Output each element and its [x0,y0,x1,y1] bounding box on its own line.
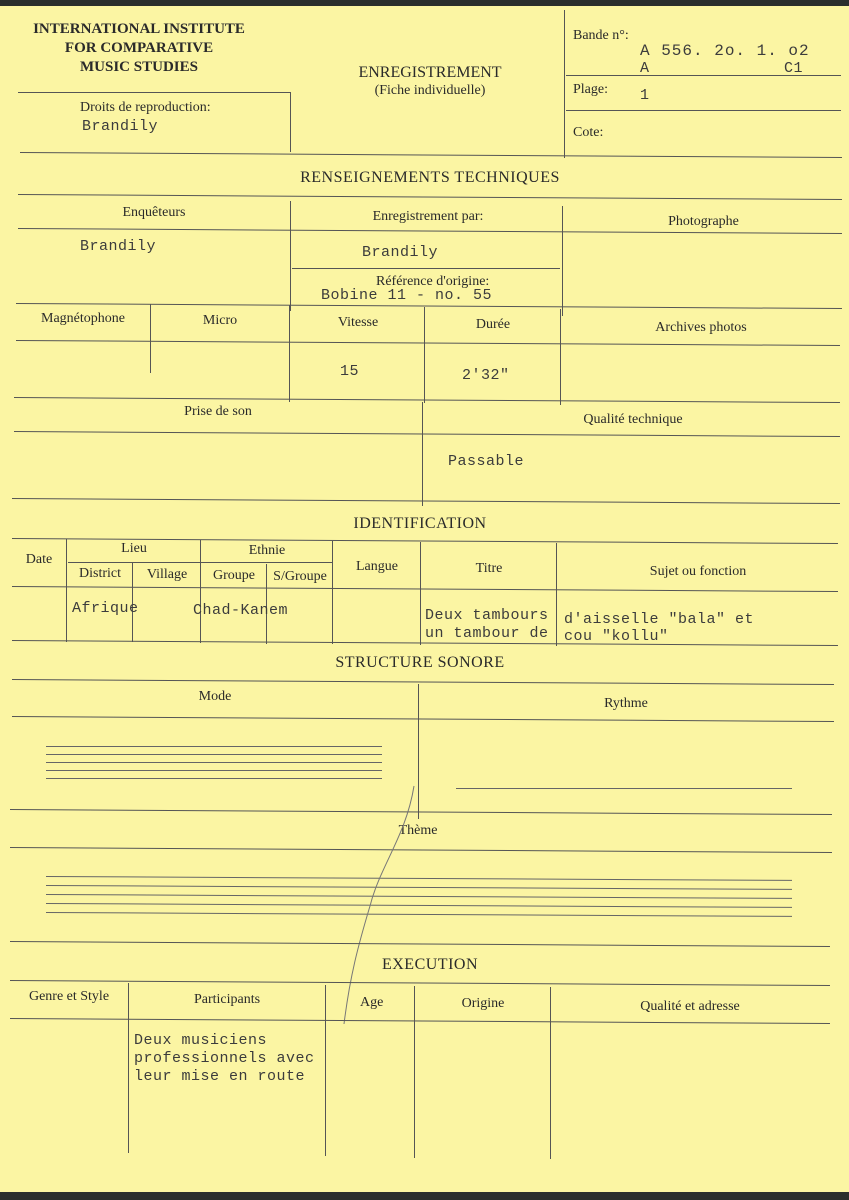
rule [20,152,842,158]
section-structure-title: STRUCTURE SONORE [335,654,505,671]
institute-line-2: FOR COMPARATIVE [64,40,214,56]
plage-label: Plage: [573,82,608,97]
rule [420,542,421,645]
prise-label: Prise de son [184,404,252,419]
rule [128,983,129,1153]
enqueteurs-label: Enquêteurs [122,205,186,220]
institute-line-1: INTERNATIONAL INSTITUTE [33,21,245,37]
rule [556,543,557,646]
section-technical-title: RENSEIGNEMENTS TECHNIQUES [300,169,560,186]
sgroupe-label: S/Groupe [273,569,327,584]
rule [12,498,840,504]
lieu-label: Lieu [121,541,147,556]
enqueteurs-value: Brandily [80,238,157,255]
record-card [0,6,849,1192]
section-identification-title: IDENTIFICATION [353,515,487,532]
rule [560,309,561,405]
age-label: Age [360,995,384,1010]
reference-value: Bobine 11 - no. 55 [321,287,493,304]
participants-line-3: leur mise en route [134,1068,306,1085]
rule [566,75,841,76]
form-title: ENREGISTREMENT [358,64,502,81]
reference-label: Référence d'origine: [376,274,490,289]
rule [18,92,290,93]
rule [566,110,841,111]
plage-value: 1 [640,87,650,104]
rule [290,201,291,311]
bande-label: Bande n°: [573,28,629,43]
bande-value: A 556. 2o. 1. o2 [640,42,810,60]
rule [66,539,67,642]
institute-name [10,20,268,77]
theme-label: Thème [398,823,438,838]
rule [14,431,840,437]
bande-sub-right: C1 [784,60,804,77]
rule [564,10,565,158]
rule [12,679,834,685]
participants-label: Participants [193,992,261,1007]
bande-sub-left: A [640,60,650,77]
rule [200,540,201,643]
langue-label: Langue [356,559,398,574]
origine-label: Origine [461,996,505,1011]
rule [424,307,425,403]
vitesse-label: Vitesse [337,315,379,330]
enregistrement-label: Enregistrement par: [372,209,484,224]
rule [414,986,415,1158]
rythme-line [456,788,792,789]
rule [562,206,563,316]
ethnie-label: Ethnie [248,543,286,558]
district-label: District [79,566,121,581]
photographe-label: Photographe [668,214,739,229]
participants-line-1: Deux musiciens [134,1032,268,1049]
vitesse-value: 15 [340,363,360,380]
qualite-technique-value: Passable [448,453,525,470]
archives-label: Archives photos [655,320,747,335]
institute-line-3: MUSIC STUDIES [80,59,198,75]
titre-line-2: un tambour de [425,625,549,642]
section-execution-title: EXECUTION [381,956,479,973]
micro-label: Micro [202,313,238,328]
genre-label: Genre et Style [28,989,110,1004]
rights-label: Droits de reproduction: [80,100,211,115]
rule [325,985,326,1156]
titre-label: Titre [475,561,503,576]
rule [150,304,151,373]
sujet-line-2: cou "kollu" [564,628,669,645]
rythme-label: Rythme [604,696,648,711]
sujet-label: Sujet ou fonction [649,564,747,579]
mode-label: Mode [198,689,232,704]
rule [290,92,291,152]
date-label: Date [25,552,53,567]
sujet-line-1: d'aisselle "bala" et [564,611,755,628]
rule [289,305,290,402]
rule [18,194,842,200]
rule [422,402,423,506]
duree-label: Durée [475,317,511,332]
qualite-adresse-label: Qualité et adresse [640,999,740,1014]
magnetophone-label: Magnétophone [41,311,125,326]
groupe-value: Chad-Kanem [193,602,289,619]
cote-label: Cote: [573,125,604,140]
village-label: Village [146,567,188,582]
qualite-technique-label: Qualité technique [583,412,683,427]
district-value: Afrique [72,600,139,617]
duree-value: 2'32" [462,367,510,384]
rule [292,268,560,269]
participants-line-2: professionnels avec [134,1050,315,1067]
rule [12,586,838,592]
enregistrement-value: Brandily [362,244,439,261]
rule [12,716,834,722]
rule [16,340,840,346]
rights-value: Brandily [82,118,159,135]
rule [550,987,551,1159]
rule [332,541,333,644]
rule [14,397,840,403]
groupe-label: Groupe [213,568,255,583]
form-subtitle: (Fiche individuelle) [374,83,486,98]
titre-line-1: Deux tambours [425,607,549,624]
